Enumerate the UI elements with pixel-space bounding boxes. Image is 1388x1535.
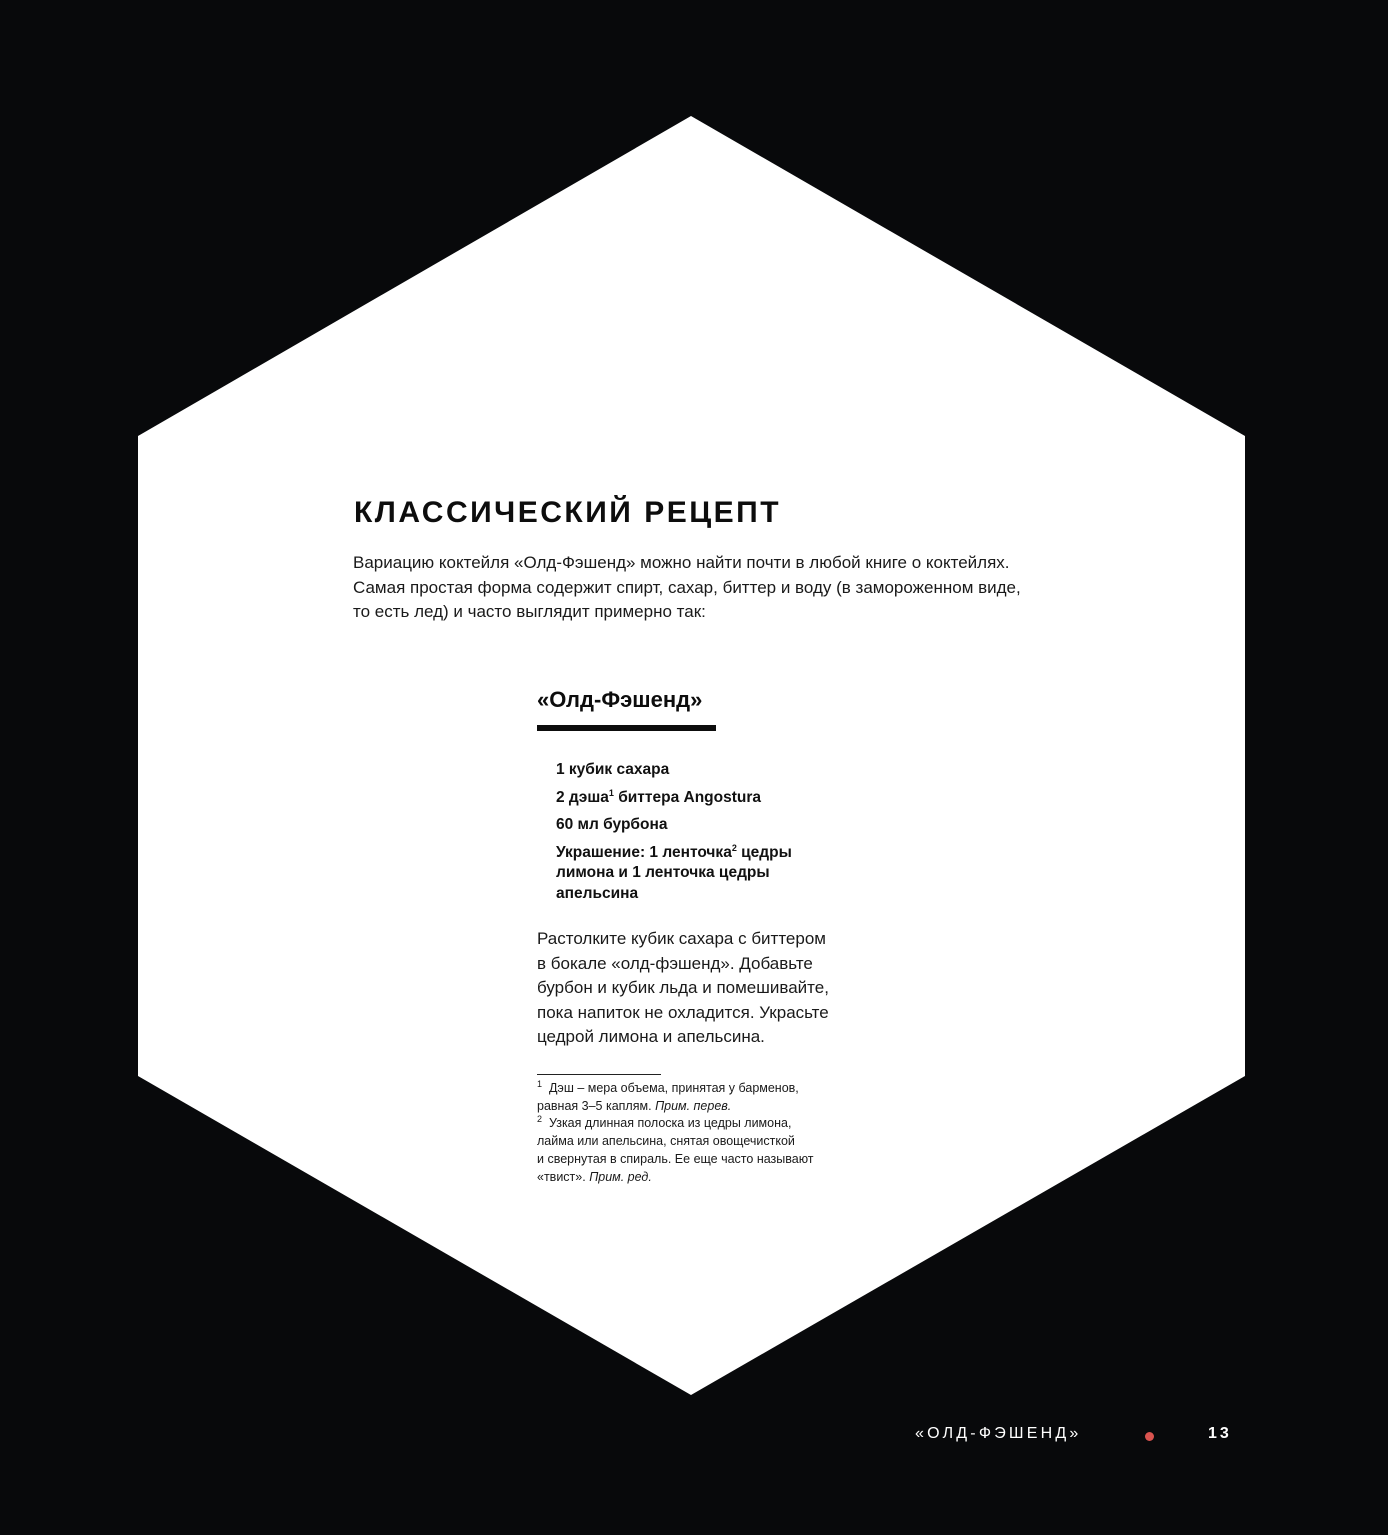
footnote-text: равная 3–5 каплям.: [537, 1098, 652, 1113]
footnote-note: Прим. ред.: [589, 1169, 652, 1184]
red-dot-icon: [1145, 1432, 1154, 1441]
footnote-text: Узкая длинная полоска из цедры лимона,: [548, 1116, 792, 1131]
ingredient-list: [556, 760, 846, 911]
intro-paragraph: [353, 551, 1053, 625]
footnote-1-line: [537, 1080, 857, 1098]
page-number: 13: [1208, 1425, 1232, 1442]
footnote-2-line: [537, 1115, 857, 1133]
footnotes: [537, 1080, 857, 1186]
footnote-note: Прим. перев.: [655, 1098, 732, 1113]
footnote-1-line: [537, 1098, 857, 1116]
footnote-2-line: [537, 1169, 857, 1187]
ingredient-text: Украшение: 1 ленточка: [556, 843, 732, 861]
footnote-ref-1: 1: [608, 787, 614, 798]
recipe-title-underline: [537, 725, 716, 731]
intro-line: то есть лед) и часто выглядит примерно так:: [353, 602, 706, 621]
ingredient-text: 1 кубик сахара: [556, 761, 670, 778]
footnote-mark-2: 2: [537, 1114, 543, 1125]
footnote-mark-1: 1: [537, 1078, 543, 1089]
recipe-title: «Олд-Фэшенд»: [537, 687, 703, 712]
method-paragraph: [537, 927, 847, 1050]
ingredient-text: цедры лимона и 1 ленточка цедры апельсина: [556, 843, 792, 902]
ingredient-item: [556, 815, 846, 836]
ingredient-item: [556, 788, 846, 809]
intro-line: Самая простая форма содержит спирт, сахар, биттер и воду (в замороженном виде,: [353, 577, 1021, 597]
ingredient-item: [556, 760, 846, 781]
ingredient-text: биттера Angostura: [613, 788, 761, 806]
method-line: цедрой лимона и апельсина.: [537, 1027, 765, 1046]
ingredient-text: 2 дэша: [556, 788, 609, 806]
footnote-text: Дэш – мера объема, принятая у барменов,: [548, 1081, 799, 1095]
section-title: КЛАССИЧЕСКИЙ РЕЦЕПТ: [354, 496, 782, 529]
footnote-2-line: и свернутая в спираль. Ее еще часто называют: [537, 1151, 814, 1166]
footnote-text: «твист».: [537, 1169, 586, 1184]
method-line: в бокале «олд-фэшенд». Добавьте: [537, 953, 813, 973]
intro-line: Вариацию коктейля «Олд-Фэшенд» можно найти почти в любой книге о коктейлях.: [353, 553, 1010, 572]
method-line: Растолките кубик сахара с биттером: [537, 929, 826, 948]
ingredient-text: 60 мл бурбона: [556, 816, 668, 833]
running-title: «ОЛД-ФЭШЕНД»: [915, 1425, 1082, 1442]
footnote-divider: [537, 1074, 661, 1075]
footnote-2-line: лайма или апельсина, снятая овощечисткой: [537, 1134, 795, 1149]
method-line: пока напиток не охладится. Украсьте: [537, 1002, 829, 1022]
method-line: бурбон и кубик льда и помешивайте,: [537, 978, 829, 997]
footnote-ref-2: 2: [731, 842, 737, 853]
page-footer: [0, 1425, 1388, 1449]
ingredient-item-garnish: [556, 843, 846, 905]
